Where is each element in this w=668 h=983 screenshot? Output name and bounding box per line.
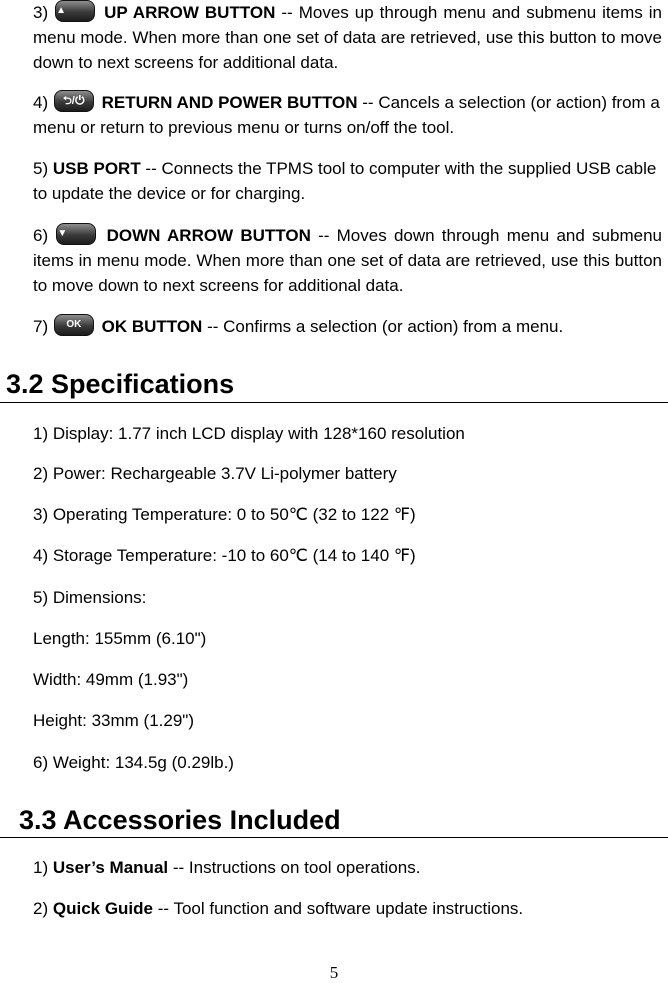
item-up-arrow-button (33, 0, 662, 75)
spec-line: 3) Operating Temperature: 0 to 50℃ (32 to 122 ℉) (33, 505, 416, 524)
item-return-power-button (33, 90, 662, 140)
item-description: -- Connects the TPMS tool to computer with the supplied USB cable to update the device or for charging. (33, 159, 657, 203)
item-description: -- Tool function and software update instructions. (153, 899, 524, 918)
ok-key-label: OK (66, 319, 82, 330)
item-number: 3) (33, 3, 49, 22)
item-number: 4) (33, 93, 49, 112)
section-heading-accessories: 3.3 Accessories Included (19, 805, 341, 835)
section-divider (0, 402, 668, 403)
item-title: User’s Manual (52, 858, 169, 877)
item-title: USB PORT (52, 159, 141, 178)
ok-key-icon (54, 314, 94, 336)
item-number: 2) (33, 899, 49, 918)
item-number: 5) (33, 159, 49, 178)
accessory-item (33, 857, 420, 879)
spec-line: Length: 155mm (6.10") (33, 629, 207, 648)
spec-line: 6) Weight: 134.5g (0.29lb.) (33, 753, 234, 772)
item-usb-port (33, 156, 662, 206)
spec-line: 4) Storage Temperature: -10 to 60℃ (14 to 140 ℉) (33, 546, 416, 565)
item-description: -- Instructions on tool operations. (168, 858, 421, 877)
spec-line: 1) Display: 1.77 inch LCD display with 128*160 resolution (33, 424, 465, 443)
section-heading-specifications: 3.2 Specifications (6, 369, 235, 399)
return-power-key-icon: ⮌/⏻ (54, 90, 94, 112)
item-ok-button (33, 314, 662, 339)
item-description: -- Confirms a selection (or action) from a menu. (202, 317, 564, 336)
section-divider (0, 837, 668, 838)
spec-line: Height: 33mm (1.29") (33, 711, 194, 730)
spec-line: 2) Power: Rechargeable 3.7V Li-polymer battery (33, 464, 397, 483)
spec-line: 5) Dimensions: (33, 588, 147, 607)
item-number: 1) (33, 858, 49, 877)
page-number: 5 (329, 963, 339, 982)
accessory-item (33, 898, 523, 920)
item-description: -- Cancels a selection (or action) from a menu or return to previous menu or turns on/off the tool. (33, 93, 660, 137)
item-description: -- Moves down through menu and submenu items in menu mode. When more than one set of data are retrieved, use this button to move down to next screens for additional data. (33, 226, 662, 295)
down-arrow-key-icon: ▼ (56, 223, 96, 245)
item-title: RETURN AND POWER BUTTON (101, 93, 358, 112)
item-title: OK BUTTON (101, 317, 203, 336)
item-title: UP ARROW BUTTON (104, 3, 276, 22)
item-number: 7) (33, 317, 49, 336)
item-title: Quick Guide (52, 899, 153, 918)
item-title: DOWN ARROW BUTTON (106, 226, 311, 245)
spec-line: Width: 49mm (1.93") (33, 670, 189, 689)
up-arrow-key-icon: ▲ (55, 0, 95, 22)
item-down-arrow-button (33, 223, 662, 298)
item-number: 6) (33, 226, 49, 245)
item-description: -- Moves up through menu and submenu items in menu mode. When more than one set of data are retrieved, use this button to move down to next screens for additional data. (33, 3, 662, 72)
